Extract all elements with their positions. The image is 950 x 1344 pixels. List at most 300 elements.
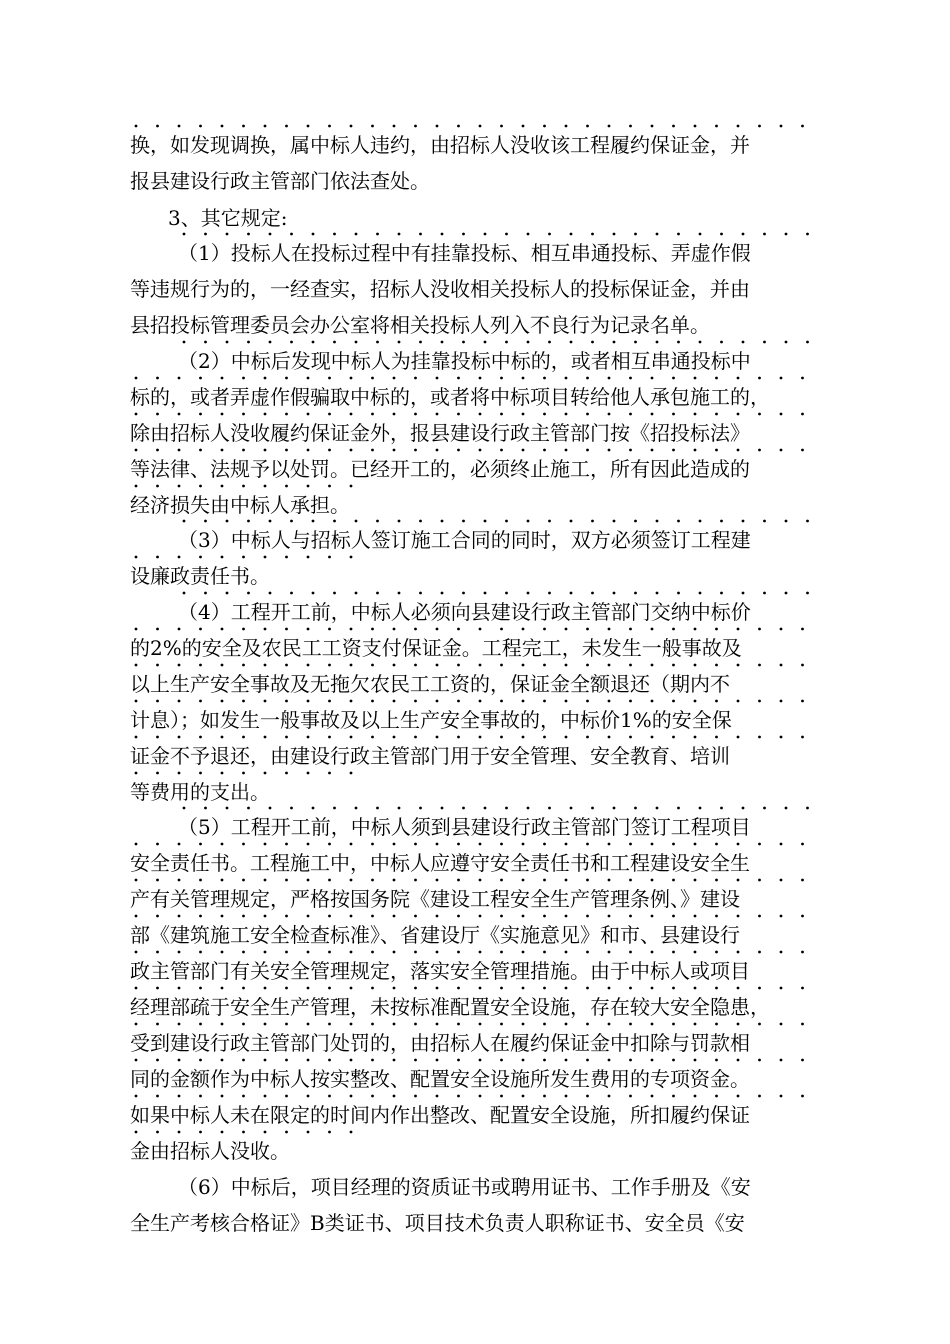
emphasis-dot [199, 377, 202, 380]
emphasis-dot [312, 233, 315, 236]
emphasis-dot [758, 736, 761, 739]
emphasis-dot [290, 592, 293, 595]
emphasis-dot [543, 736, 546, 739]
emphasis-dot [651, 628, 654, 631]
emphasis-dot [522, 664, 525, 667]
emphasis-dot [586, 879, 589, 882]
emphasis-dot [156, 879, 159, 882]
emphasis-dot [371, 1059, 374, 1062]
emphasis-dot [269, 233, 272, 236]
emphasis-dot [656, 520, 659, 523]
emphasis-dot [737, 843, 740, 846]
emphasis-dot [221, 915, 224, 918]
emphasis-dot [178, 556, 181, 559]
emphasis-dot [586, 413, 589, 416]
emphasis-dot [221, 556, 224, 559]
emphasis-dot [694, 413, 697, 416]
emphasis-dot [156, 915, 159, 918]
emphasis-dot [694, 700, 697, 703]
emphasis-dot [677, 592, 680, 595]
emphasis-dot [522, 951, 525, 954]
emphasis-dot [801, 1095, 804, 1098]
emphasis-dot [715, 413, 718, 416]
emphasis-dot [543, 951, 546, 954]
emphasis-dot [608, 628, 611, 631]
emphasis-dot [269, 341, 272, 344]
emphasis-dot [419, 520, 422, 523]
emphasis-dot [801, 449, 804, 452]
emphasis-dot [737, 1059, 740, 1062]
emphasis-dot [156, 377, 159, 380]
emphasis-dot [758, 377, 761, 380]
emphasis-dot [500, 377, 503, 380]
emphasis-dot [608, 413, 611, 416]
emphasis-dot [221, 413, 224, 416]
emphasis-dot [586, 125, 589, 128]
emphasis-dot [634, 807, 637, 810]
emphasis-dot [393, 628, 396, 631]
emphasis-dot [226, 807, 229, 810]
emphasis-dot [183, 807, 186, 810]
emphasis-dot [543, 700, 546, 703]
emphasis-dot [156, 1059, 159, 1062]
emphasis-dot [479, 1095, 482, 1098]
emphasis-dot [328, 664, 331, 667]
emphasis-dot-row [130, 878, 822, 882]
text-line: （4）工程开工前，中标人必须向县建设行政主管部门交纳中标价 [178, 600, 751, 624]
emphasis-dot [672, 843, 675, 846]
emphasis-dot [328, 700, 331, 703]
emphasis-dot [634, 233, 637, 236]
emphasis-dot [457, 879, 460, 882]
emphasis-dot [269, 520, 272, 523]
emphasis-dot [414, 664, 417, 667]
emphasis-dot [715, 879, 718, 882]
emphasis-dot [376, 592, 379, 595]
emphasis-dot [457, 951, 460, 954]
emphasis-dot [479, 951, 482, 954]
emphasis-dot [135, 664, 138, 667]
text-line: 以上生产安全事故及无拖欠农民工工资的，保证金全额退还（期内不 [130, 672, 730, 696]
emphasis-dot [608, 736, 611, 739]
emphasis-dot [264, 449, 267, 452]
emphasis-dot [586, 449, 589, 452]
emphasis-dot [178, 664, 181, 667]
emphasis-dot [715, 1059, 718, 1062]
emphasis-dot [307, 1095, 310, 1098]
emphasis-dot [414, 1059, 417, 1062]
emphasis-dot [522, 125, 525, 128]
emphasis-dot [376, 233, 379, 236]
emphasis-dot [242, 915, 245, 918]
emphasis-dot-row [130, 986, 822, 990]
emphasis-dot [242, 736, 245, 739]
emphasis-dot [264, 485, 267, 488]
emphasis-dot [806, 807, 809, 810]
text-line: 证金不予退还，由建设行政主管部门用于安全管理、安全教育、培训 [130, 744, 730, 768]
emphasis-dot [715, 1095, 718, 1098]
emphasis-dot [199, 772, 202, 775]
emphasis-dot [522, 700, 525, 703]
emphasis-dot [565, 843, 568, 846]
emphasis-dot [199, 449, 202, 452]
emphasis-dot [135, 556, 138, 559]
emphasis-dot [350, 485, 353, 488]
emphasis-dot [737, 879, 740, 882]
emphasis-dot [565, 377, 568, 380]
emphasis-dot [436, 879, 439, 882]
emphasis-dot [522, 915, 525, 918]
emphasis-dot [548, 233, 551, 236]
emphasis-dot [178, 125, 181, 128]
emphasis-dot [758, 700, 761, 703]
emphasis-dot [543, 413, 546, 416]
emphasis-dot [156, 413, 159, 416]
text-line: 如果中标人未在限定的时间内作出整改、配置安全设施，所扣履约保证 [130, 1103, 750, 1127]
emphasis-dot [570, 592, 573, 595]
emphasis-dot [522, 1059, 525, 1062]
emphasis-dot [199, 951, 202, 954]
emphasis-dot [285, 772, 288, 775]
emphasis-dot [226, 233, 229, 236]
text-line: 经理部疏于安全生产管理，未按标准配置安全设施，存在较大安全隐患， [130, 995, 770, 1019]
emphasis-dot [565, 951, 568, 954]
emphasis-dot [328, 879, 331, 882]
emphasis-dot [699, 341, 702, 344]
emphasis-dot [371, 1023, 374, 1026]
emphasis-dot [457, 843, 460, 846]
emphasis-dot [694, 1059, 697, 1062]
emphasis-dot [290, 233, 293, 236]
emphasis-dot [350, 1131, 353, 1134]
emphasis-dot [398, 520, 401, 523]
emphasis-dot [715, 736, 718, 739]
emphasis-dot [737, 125, 740, 128]
emphasis-dot [221, 628, 224, 631]
emphasis-dot [543, 377, 546, 380]
emphasis-dot-row [130, 842, 822, 846]
emphasis-dot [462, 592, 465, 595]
emphasis-dot [758, 664, 761, 667]
emphasis-dot [484, 341, 487, 344]
emphasis-dot [737, 915, 740, 918]
emphasis-dot [462, 233, 465, 236]
emphasis-dot [178, 449, 181, 452]
emphasis-dot [242, 843, 245, 846]
emphasis-dot [651, 843, 654, 846]
emphasis-dot [355, 592, 358, 595]
emphasis-dot [350, 664, 353, 667]
emphasis-dot [328, 1023, 331, 1026]
emphasis-dot [355, 807, 358, 810]
emphasis-dot [763, 233, 766, 236]
emphasis-dot [543, 843, 546, 846]
emphasis-dot [156, 664, 159, 667]
emphasis-dot [548, 520, 551, 523]
emphasis-dot [672, 987, 675, 990]
emphasis-dot [629, 664, 632, 667]
emphasis-dot-row [130, 519, 822, 523]
emphasis-dot [312, 807, 315, 810]
emphasis-dot [543, 987, 546, 990]
emphasis-dot [307, 951, 310, 954]
emphasis-dot [629, 843, 632, 846]
emphasis-dot [328, 125, 331, 128]
emphasis-dot [350, 413, 353, 416]
emphasis-dot [801, 664, 804, 667]
emphasis-dot [307, 1023, 310, 1026]
emphasis-dot [183, 341, 186, 344]
emphasis-dot [801, 413, 804, 416]
emphasis-dot [436, 125, 439, 128]
emphasis-dot [242, 556, 245, 559]
emphasis-dot [376, 341, 379, 344]
emphasis-dot [720, 592, 723, 595]
emphasis-dot [264, 1095, 267, 1098]
emphasis-dot [242, 664, 245, 667]
emphasis-dot [393, 1059, 396, 1062]
emphasis-dot [242, 1059, 245, 1062]
emphasis-dot [672, 449, 675, 452]
emphasis-dot [522, 843, 525, 846]
emphasis-dot [307, 1059, 310, 1062]
emphasis-dot [608, 915, 611, 918]
emphasis-dot [436, 1023, 439, 1026]
emphasis-dot [414, 700, 417, 703]
emphasis-dot [285, 449, 288, 452]
emphasis-dot [462, 341, 465, 344]
emphasis-dot [758, 125, 761, 128]
emphasis-dot [242, 951, 245, 954]
emphasis-dot [806, 341, 809, 344]
emphasis-dot [178, 1095, 181, 1098]
emphasis-dot [290, 520, 293, 523]
emphasis-dot [328, 485, 331, 488]
emphasis-dot [285, 951, 288, 954]
emphasis-dot [694, 125, 697, 128]
emphasis-dot [500, 843, 503, 846]
emphasis-dot [135, 377, 138, 380]
emphasis-dot [199, 843, 202, 846]
emphasis-dot [629, 449, 632, 452]
emphasis-dot [656, 807, 659, 810]
emphasis-dot [801, 125, 804, 128]
emphasis-dot [312, 520, 315, 523]
emphasis-dot [801, 736, 804, 739]
emphasis-dot [307, 1131, 310, 1134]
emphasis-dot [436, 915, 439, 918]
text-line: 产有关管理规定，严格按国务院《建设工程安全生产管理条例、》建设 [130, 887, 740, 911]
emphasis-dot [328, 449, 331, 452]
emphasis-dot [785, 592, 788, 595]
emphasis-dot [758, 843, 761, 846]
emphasis-dot [436, 987, 439, 990]
emphasis-dot [677, 341, 680, 344]
emphasis-dot [264, 628, 267, 631]
emphasis-dot [414, 987, 417, 990]
emphasis-dot [629, 700, 632, 703]
emphasis-dot [350, 879, 353, 882]
emphasis-dot [565, 125, 568, 128]
emphasis-dot [135, 1059, 138, 1062]
emphasis-dot [672, 664, 675, 667]
emphasis-dot [355, 341, 358, 344]
emphasis-dot [629, 1095, 632, 1098]
emphasis-dot [328, 377, 331, 380]
emphasis-dot [441, 592, 444, 595]
emphasis-dot [500, 1095, 503, 1098]
emphasis-dot [178, 1131, 181, 1134]
emphasis-dot-row [130, 555, 822, 559]
emphasis-dot [522, 987, 525, 990]
emphasis-dot [484, 592, 487, 595]
emphasis-dot [307, 843, 310, 846]
emphasis-dot [758, 951, 761, 954]
emphasis-dot [505, 807, 508, 810]
emphasis-dot [479, 1023, 482, 1026]
emphasis-dot-row [130, 1022, 822, 1026]
emphasis-dot [565, 1059, 568, 1062]
emphasis-dot [780, 125, 783, 128]
emphasis-dot [737, 700, 740, 703]
emphasis-dot [135, 1131, 138, 1134]
emphasis-dot [156, 843, 159, 846]
emphasis-dot [285, 915, 288, 918]
emphasis-dot [694, 915, 697, 918]
emphasis-dot [591, 520, 594, 523]
emphasis-dot [780, 1095, 783, 1098]
emphasis-dot [221, 664, 224, 667]
emphasis-dot [586, 664, 589, 667]
emphasis-dot [156, 1131, 159, 1134]
emphasis-dot [393, 700, 396, 703]
emphasis-dot [651, 1095, 654, 1098]
emphasis-dot [371, 125, 374, 128]
emphasis-dot-row [130, 591, 822, 595]
emphasis-dot [285, 1095, 288, 1098]
emphasis-dot [479, 879, 482, 882]
emphasis-dot [651, 413, 654, 416]
emphasis-dot [651, 449, 654, 452]
emphasis-dot [328, 556, 331, 559]
emphasis-dot [629, 377, 632, 380]
emphasis-dot [398, 592, 401, 595]
emphasis-dot [613, 807, 616, 810]
emphasis-dot [328, 843, 331, 846]
emphasis-dot [785, 807, 788, 810]
emphasis-dot [135, 843, 138, 846]
emphasis-dot [393, 987, 396, 990]
emphasis-dot [780, 843, 783, 846]
emphasis-dot [290, 807, 293, 810]
emphasis-dot [436, 1095, 439, 1098]
emphasis-dot [307, 664, 310, 667]
emphasis-dot [651, 736, 654, 739]
emphasis-dot [677, 233, 680, 236]
emphasis-dot [264, 377, 267, 380]
emphasis-dot [436, 700, 439, 703]
emphasis-dot [801, 987, 804, 990]
emphasis-dot [414, 413, 417, 416]
emphasis-dot [199, 1131, 202, 1134]
text-line: （3）中标人与招标人签订施工合同的同时，双方必须签订工程建 [178, 528, 751, 552]
emphasis-dot [221, 449, 224, 452]
emphasis-dot [565, 915, 568, 918]
emphasis-dot [199, 1059, 202, 1062]
emphasis-dot [436, 413, 439, 416]
emphasis-dot [737, 1095, 740, 1098]
emphasis-dot [242, 485, 245, 488]
emphasis-dot [436, 951, 439, 954]
emphasis-dot [629, 987, 632, 990]
emphasis-dot [522, 1023, 525, 1026]
emphasis-dot [565, 987, 568, 990]
emphasis-dot-row [130, 950, 822, 954]
emphasis-dot [414, 125, 417, 128]
emphasis-dot [247, 520, 250, 523]
emphasis-dot [677, 807, 680, 810]
emphasis-dot [500, 1023, 503, 1026]
emphasis-dot [629, 736, 632, 739]
text-line: 3、其它规定: [168, 206, 288, 230]
emphasis-dot [156, 449, 159, 452]
emphasis-dot [376, 807, 379, 810]
emphasis-dot [178, 736, 181, 739]
emphasis-dot [720, 233, 723, 236]
emphasis-dot [264, 556, 267, 559]
emphasis-dot [350, 1059, 353, 1062]
emphasis-dot [178, 1059, 181, 1062]
emphasis-dot [500, 736, 503, 739]
emphasis-dot [178, 413, 181, 416]
emphasis-dot [586, 377, 589, 380]
emphasis-dot [548, 341, 551, 344]
emphasis-dot [393, 125, 396, 128]
emphasis-dot [806, 233, 809, 236]
emphasis-dot [801, 1023, 804, 1026]
emphasis-dot [135, 736, 138, 739]
emphasis-dot-row [130, 1058, 822, 1062]
text-line: 等违规行为的，一经查实，招标人没收相关投标人的投标保证金，并由 [130, 277, 750, 301]
emphasis-dot [672, 628, 675, 631]
emphasis-dot [199, 1023, 202, 1026]
emphasis-dot [457, 449, 460, 452]
emphasis-dot [307, 485, 310, 488]
emphasis-dot [178, 772, 181, 775]
emphasis-dot-row [130, 627, 822, 631]
emphasis-dot [522, 879, 525, 882]
text-line: 的2%的安全及农民工工资支付保证金。工程完工，未发生一般事故及 [130, 636, 742, 660]
emphasis-dot [651, 987, 654, 990]
emphasis-dot [479, 1059, 482, 1062]
emphasis-dot [178, 700, 181, 703]
emphasis-dot [651, 664, 654, 667]
emphasis-dot [156, 951, 159, 954]
emphasis-dot-row [130, 1094, 822, 1098]
emphasis-dot [350, 736, 353, 739]
emphasis-dot [135, 772, 138, 775]
emphasis-dot [801, 700, 804, 703]
emphasis-dot [199, 700, 202, 703]
emphasis-dot [285, 413, 288, 416]
emphasis-dot [677, 520, 680, 523]
emphasis-dot [178, 915, 181, 918]
text-line: （1）投标人在投标过程中有挂靠投标、相互串通投标、弄虚作假 [178, 241, 751, 265]
emphasis-dot [457, 628, 460, 631]
emphasis-dot [264, 700, 267, 703]
emphasis-dot [135, 951, 138, 954]
emphasis-dot [656, 341, 659, 344]
